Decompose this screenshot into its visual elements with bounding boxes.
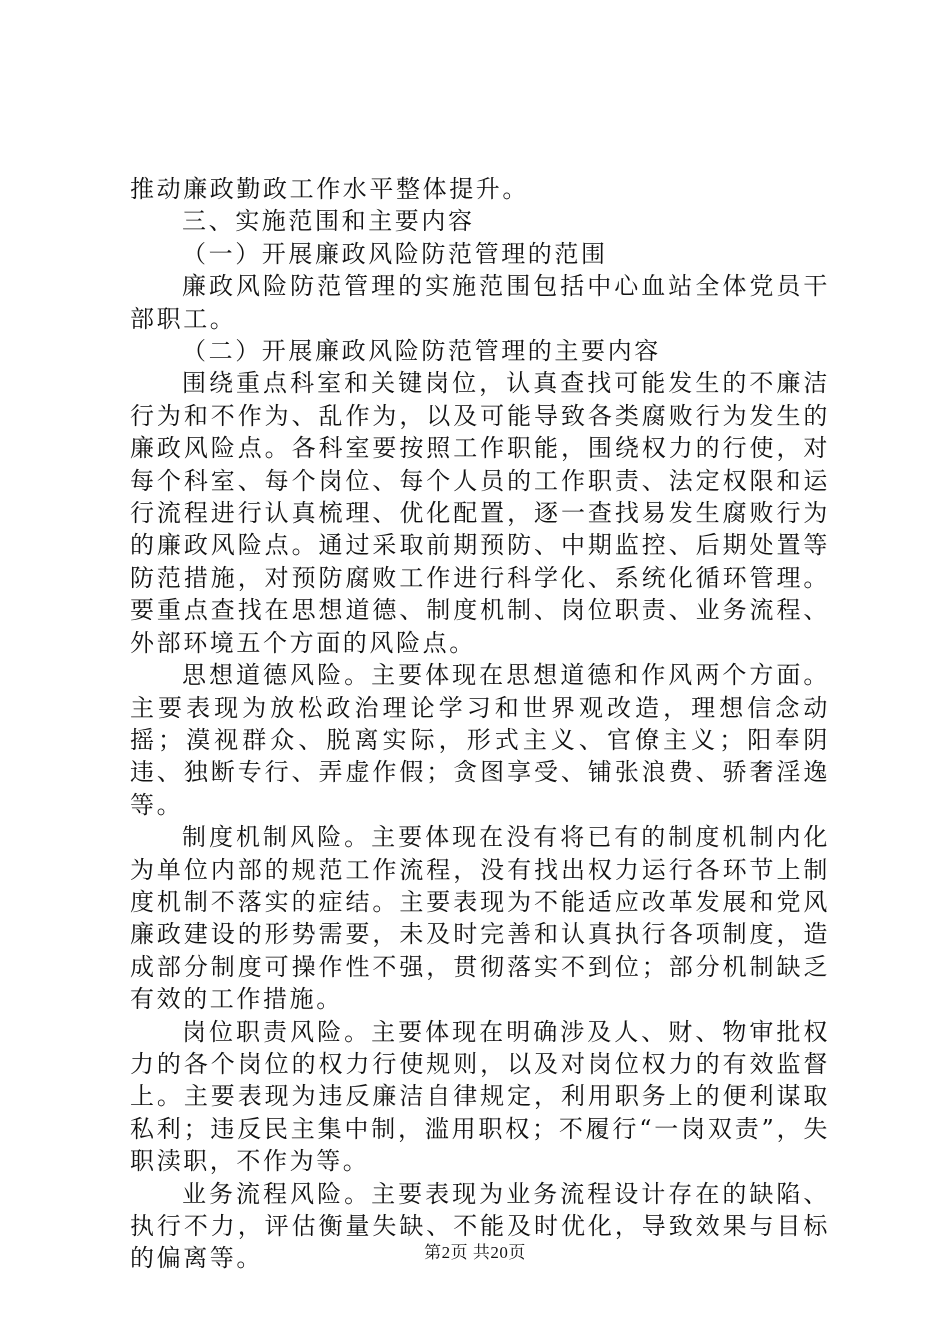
subsection-heading-content: （二）开展廉政风险防范管理的主要内容 (182, 337, 661, 366)
paragraph-institutional-risk: 制度机制风险。主要体现在没有将已有的制度机制内化为单位内部的规范工作流程，没有找出权力运行各环节上制度机制不落实的症结。主要表现为不能适应改革发展和党风廉政建设的形势需要，未及时完善和认真执行各项制度，造成部分制度可操作性不强，贯彻落实不到位；部分机制缺乏有效的工作措施。 (130, 823, 830, 1014)
paragraph-post-duty-risk: 岗位职责风险。主要体现在明确涉及人、财、物审批权力的各个岗位的权力行使规则，以及对岗位权力的有效监督上。主要表现为违反廉洁自律规定，利用职务上的便利谋取私利；违反民主集中制，滥用职权；不履行“一岗双责”，失职渎职，不作为等。 (130, 1017, 830, 1176)
paragraph-ideological-risk: 思想道德风险。主要体现在思想道德和作风两个方面。主要表现为放松政治理论学习和世界观改造，理想信念动摇；漠视群众、脱离实际，形式主义、官僚主义；阳奉阴违、独断专行、弄虚作假；贪图享受、铺张浪费、骄奢淫逸等。 (130, 661, 830, 819)
paragraph-continuation: 推动廉政勤政工作水平整体提升。 (130, 175, 529, 203)
section-heading: 三、实施范围和主要内容 (182, 207, 475, 236)
paragraph-business-process-risk: 业务流程风险。主要表现为业务流程设计存在的缺陷、执行不力，评估衡量失缺、不能及时优化，导致效果与目标的偏离等。 (130, 1179, 830, 1273)
paragraph-main-content: 围绕重点科室和关键岗位，认真查找可能发生的不廉洁行为和不作为、乱作为，以及可能导致各类腐败行为发生的廉政风险点。各科室要按照工作职能，围绕权力的行使，对每个科室、每个岗位、每个人员的工作职责、法定权限和运行流程进行认真梳理、优化配置，逐一查找易发生腐败行为的廉政风险点。通过采取前期预防、中期监控、后期处置等防范措施，对预防腐败工作进行科学化、系统化循环管理。要重点查找在思想道德、制度机制、岗位职责、业务流程、外部环境五个方面的风险点。 (130, 369, 830, 657)
paragraph-scope: 廉政风险防范管理的实施范围包括中心血站全体党员干部职工。 (130, 272, 830, 333)
subsection-heading-scope: （一）开展廉政风险防范管理的范围 (182, 239, 608, 268)
document-body (130, 173, 830, 1275)
page-number-footer: 第2页 共20页 (424, 1243, 526, 1262)
